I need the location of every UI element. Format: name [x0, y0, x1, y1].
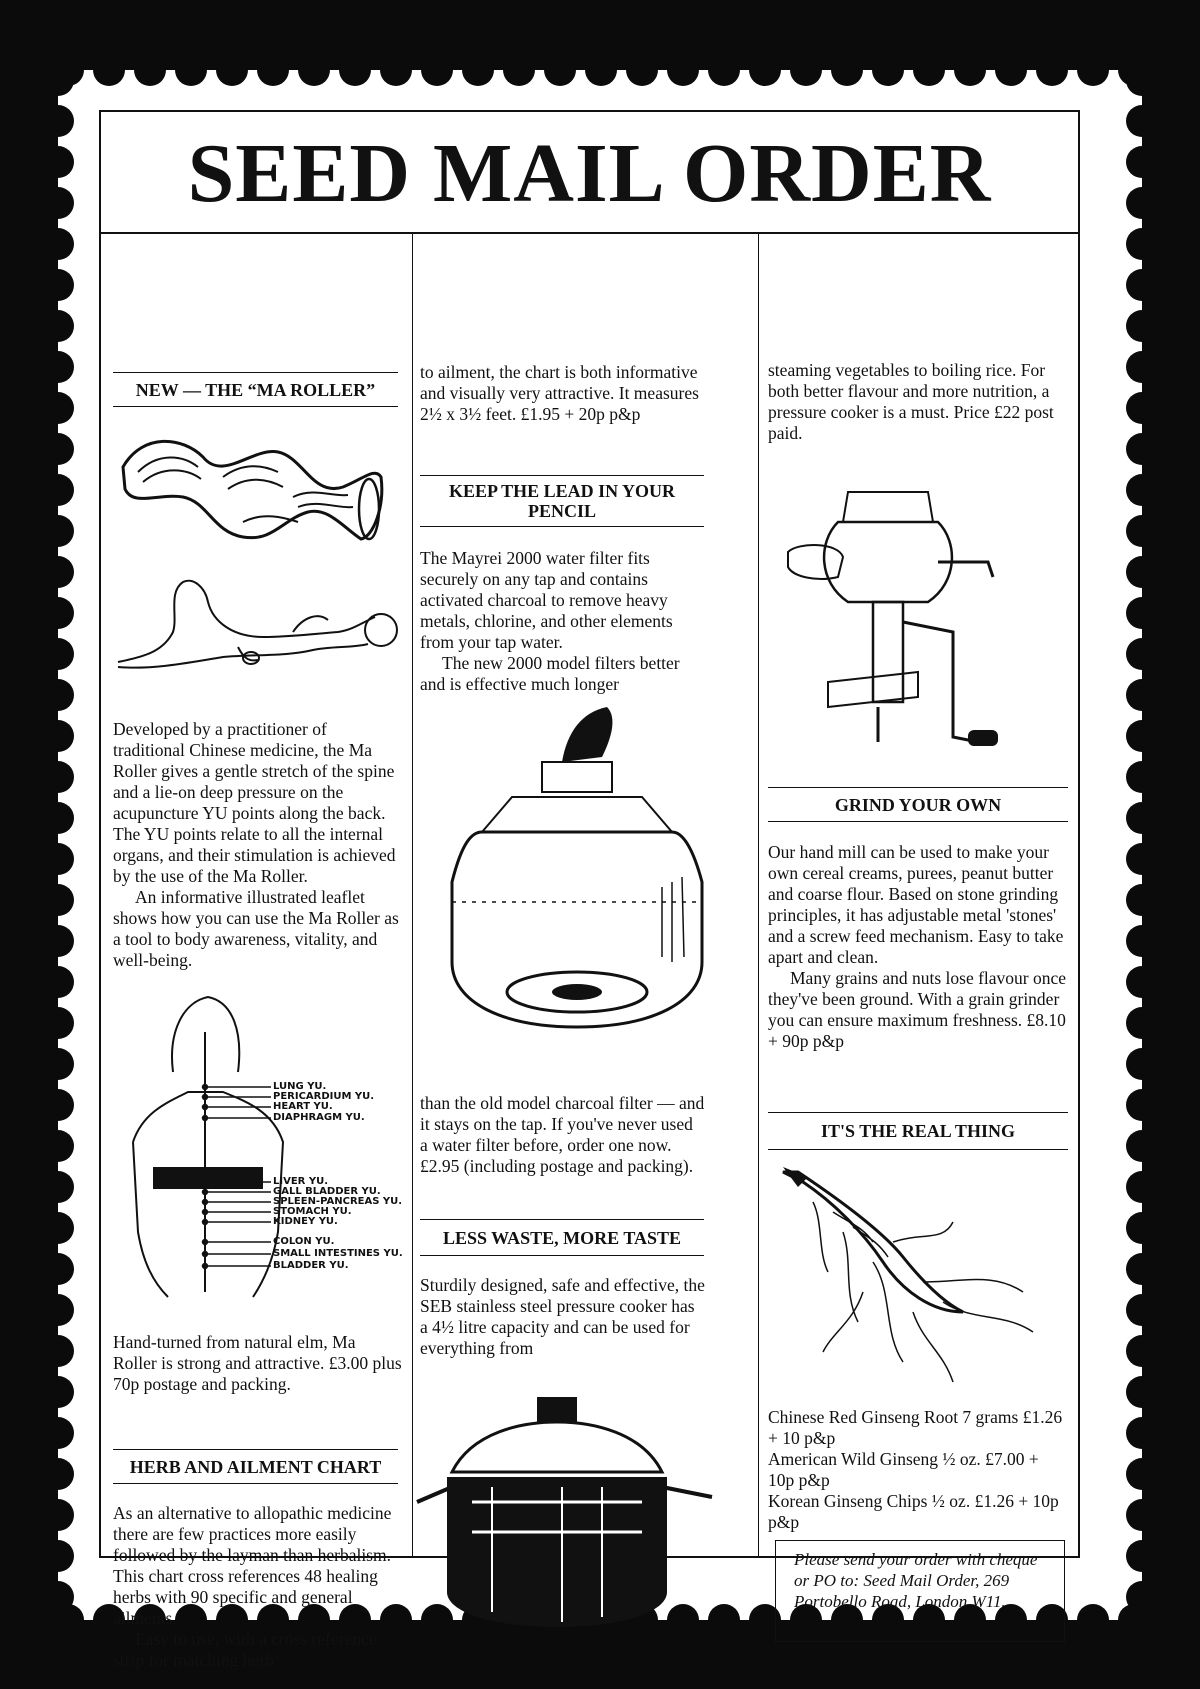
yu-point-dot: [203, 1085, 208, 1090]
ma-roller-paragraph: An informative illustrated leaflet shows how you can use the Ma Roller as a tool to body awareness, vitality, and well-being.: [113, 887, 399, 970]
column-2: [412, 232, 758, 1556]
order-instructions: Please send your order with cheque or PO to: Seed Mail Order, 269 Portobello Road, London W11.: [775, 1540, 1065, 1642]
yu-point-label: SPLEEN-PANCREAS YU.: [273, 1196, 403, 1207]
yu-point-label: LIVER YU.: [273, 1176, 329, 1187]
water-filter-illustration: [422, 702, 722, 1052]
pressure-cooker-illustration: [412, 1392, 732, 1632]
hand-mill-description: [768, 842, 1068, 1052]
ma-roller-paragraph: Developed by a practitioner of traditional Chinese medicine, the Ma Roller gives a gentle stretch of the spine and a lie-on deep pressure on the acupuncture YU points along the back. The YU points relate to all the internal organs, and their stimulation is achieved by the use of the Ma Roller.: [113, 719, 396, 886]
column-1: [101, 232, 412, 1670]
yu-point-dot: [203, 1252, 208, 1257]
column-3: [758, 232, 1082, 1611]
yu-point-dot: [203, 1200, 208, 1205]
yu-point-dot: [203, 1180, 208, 1185]
page-frame: [99, 110, 1080, 1670]
ginseng-item: Korean Ginseng Chips ½ oz. £1.26 + 10p p&p: [768, 1491, 1059, 1532]
hand-mill-illustration: [778, 482, 1018, 752]
yu-point-dot: [203, 1220, 208, 1225]
water-filter-paragraph: The new 2000 model filters better and is effective much longer: [420, 653, 680, 694]
hand-mill-paragraph: Many grains and nuts lose flavour once they've been ground. With a grain grinder you can ensure maximum freshness. £8.10 + 90p p&p: [768, 968, 1067, 1051]
ginseng-item: Chinese Red Ginseng Root 7 grams £1.26 + 10 p&p: [768, 1407, 1063, 1448]
page-title: SEED MAIL ORDER: [187, 127, 992, 220]
yu-point-dot: [203, 1116, 208, 1121]
hand-mill-paragraph: Our hand mill can be used to make your own cereal creams, purees, peanut butter and coarse flour. Based on stone grinding principles, it has adjustable metal 'stones' and a screw feed mechanism. Easy to take apart and clean.: [768, 842, 1064, 967]
water-filter-description: [420, 548, 705, 695]
yu-point-label: LUNG YU.: [273, 1081, 327, 1092]
person-lying-illustration: [113, 562, 398, 677]
yu-point-dot: [203, 1264, 208, 1269]
pressure-cooker-continued: steaming vegetables to boiling rice. For both better flavour and more nutrition, a pressure cooker is a must. Price £22 post paid.: [768, 360, 1054, 443]
back-yu-points-chart: [113, 992, 413, 1312]
pressure-cooker-description: Sturdily designed, safe and effective, the SEB stainless steel pressure cooker has a 4½ litre capacity and can be used for everything from: [420, 1275, 705, 1358]
ginseng-list: [768, 1407, 1068, 1533]
yu-point-label: SMALL INTESTINES YU.: [273, 1248, 403, 1259]
ginseng-heading: IT'S THE REAL THING: [768, 1112, 1068, 1150]
ginseng-item: American Wild Ginseng ½ oz. £7.00 + 10p p&p: [768, 1449, 1039, 1490]
yu-point-label: HEART YU.: [273, 1101, 333, 1112]
herb-chart-heading: HERB AND AILMENT CHART: [113, 1449, 398, 1484]
water-filter-paragraph: The Mayrei 2000 water filter fits securely on any tap and contains activated charcoal to remove heavy metals, chlorine, and other elements from your tap water.: [420, 548, 673, 652]
yu-point-label: STOMACH YU.: [273, 1206, 352, 1217]
yu-point-label: COLON YU.: [273, 1236, 335, 1247]
ginseng-root-illustration: [773, 1162, 1063, 1392]
water-filter-heading: KEEP THE LEAD IN YOUR PENCIL: [420, 475, 704, 527]
ma-roller-heading: NEW — THE “MA ROLLER”: [113, 372, 398, 407]
yu-point-label: KIDNEY YU.: [273, 1216, 338, 1227]
pressure-cooker-heading: LESS WASTE, MORE TASTE: [420, 1219, 704, 1256]
yu-point-dot: [203, 1190, 208, 1195]
yu-point-dot: [203, 1095, 208, 1100]
yu-point-label: BLADDER YU.: [273, 1260, 349, 1271]
yu-point-label: DIAPHRAGM YU.: [273, 1112, 365, 1123]
yu-point-dot: [203, 1105, 208, 1110]
yu-point-label: GALL BLADDER YU.: [273, 1186, 381, 1197]
ma-roller-illustration: [113, 427, 398, 557]
ma-roller-price: Hand-turned from natural elm, Ma Roller is strong and attractive. £3.00 plus 70p postage and packing.: [113, 1332, 402, 1394]
yu-point-dot: [203, 1210, 208, 1215]
hand-mill-heading: GRIND YOUR OWN: [768, 787, 1068, 822]
herb-chart-description: [113, 1503, 403, 1671]
ma-roller-description: [113, 719, 403, 971]
yu-point-dot: [203, 1240, 208, 1245]
herb-chart-continued: to ailment, the chart is both informative and visually very attractive. It measures 2½ x 3½ feet. £1.95 + 20p p&p: [420, 362, 699, 424]
water-filter-continued: than the old model charcoal filter — and it stays on the tap. If you've never used a water filter before, order one now. £2.95 (including postage and packing).: [420, 1093, 705, 1176]
yu-point-label: PERICARDIUM YU.: [273, 1091, 375, 1102]
herb-paragraph: As an alternative to allopathic medicine there are few practices more easily followed by the layman than herbalism. This chart cross references 48 healing herbs with 90 specific and general ailments.: [113, 1503, 392, 1628]
herb-paragraph: Easy to use, with a cross reference strip for matching herb: [113, 1629, 377, 1670]
